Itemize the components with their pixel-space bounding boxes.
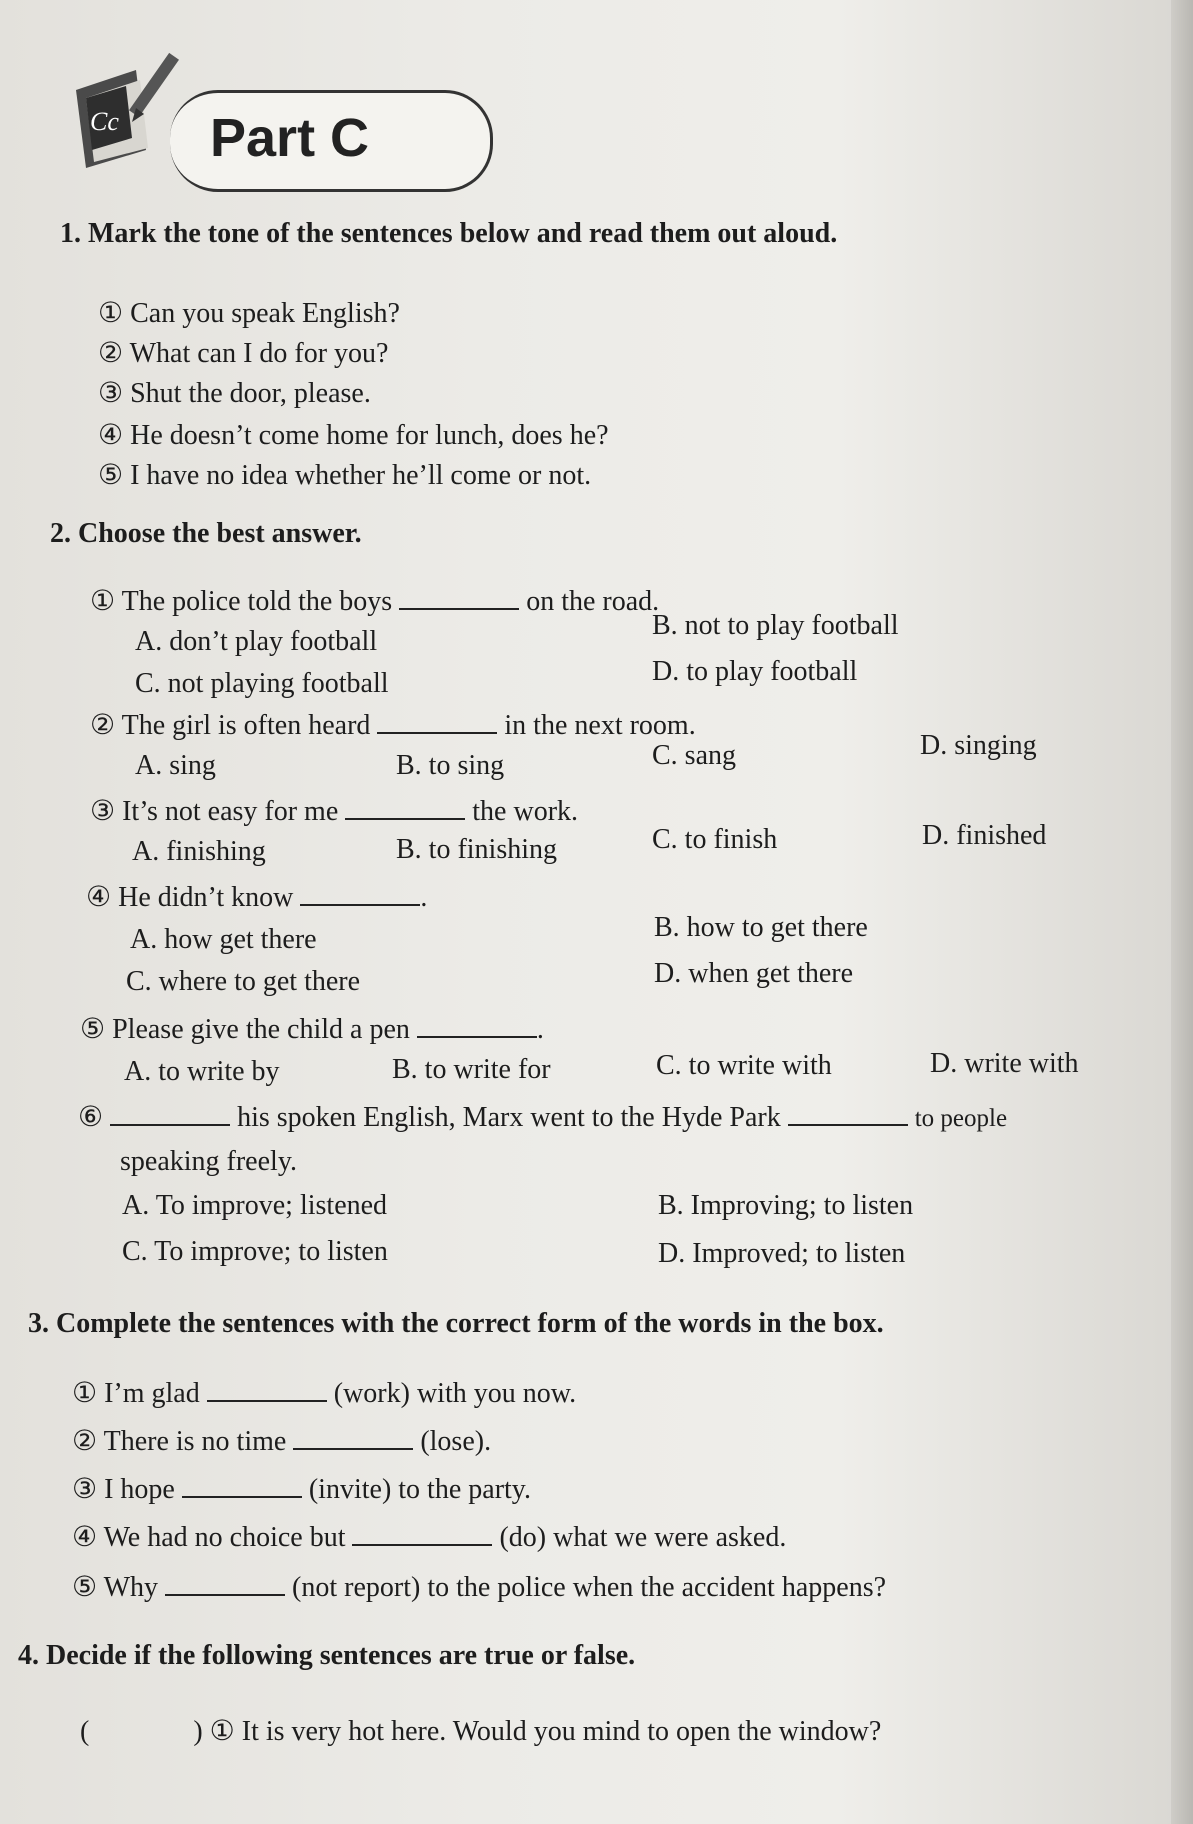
fill-stem: ① I’m glad: [72, 1378, 200, 1409]
option-c[interactable]: C. where to get there: [126, 966, 361, 997]
option-d[interactable]: D. Improved; to listen: [658, 1238, 906, 1269]
question-stem: ④ He didn’t know: [86, 882, 294, 913]
question-stem: ② The girl is often heard: [90, 710, 371, 741]
option-a[interactable]: A. how get there: [130, 924, 317, 955]
question-stem: his spoken English, Marx went to the Hyde Park: [237, 1102, 781, 1133]
section-1-item-1: ① Can you speak English?: [98, 298, 400, 329]
option-c[interactable]: C. not playing football: [135, 668, 389, 699]
section-1-item-5: ⑤ I have no idea whether he’ll come or not.: [98, 460, 592, 491]
question-stem-end: in the next room.: [504, 710, 696, 741]
option-d[interactable]: D. to play football: [652, 656, 858, 687]
answer-blank[interactable]: [300, 882, 420, 906]
option-d[interactable]: D. when get there: [654, 958, 854, 989]
question-stem-end: the work.: [472, 796, 579, 827]
true-false-statement: ① It is very hot here. Would you mind to open the window?: [209, 1716, 882, 1747]
question-stem-end: .: [536, 1014, 544, 1045]
question-stem: ⑤ Please give the child a pen: [80, 1014, 410, 1045]
answer-blank[interactable]: [377, 710, 497, 734]
section-1-item-2: ② What can I do for you?: [98, 338, 389, 369]
option-d[interactable]: D. singing: [920, 730, 1037, 761]
section-1-item-3: ③ Shut the door, please.: [98, 378, 371, 409]
answer-bracket-open[interactable]: (: [80, 1716, 90, 1747]
option-a[interactable]: A. to write by: [124, 1056, 280, 1087]
question-5: [80, 1012, 544, 1046]
fill-item-1: [72, 1376, 576, 1410]
option-a[interactable]: A. don’t play football: [135, 626, 378, 657]
option-b[interactable]: B. to write for: [392, 1054, 551, 1085]
fill-stem-end: (invite) to the party.: [308, 1474, 531, 1505]
fill-stem-end: (work) with you now.: [333, 1378, 577, 1409]
option-c[interactable]: C. to write with: [656, 1050, 832, 1081]
question-stem: ① The police told the boys: [90, 586, 393, 617]
section-3-heading: 3. Complete the sentences with the correct form of the words in the box.: [28, 1308, 884, 1339]
fill-stem: ④ We had no choice but: [72, 1522, 346, 1553]
option-c[interactable]: C. sang: [652, 740, 736, 771]
fill-item-4: [72, 1520, 786, 1554]
answer-bracket-close[interactable]: ): [193, 1716, 203, 1747]
option-a[interactable]: A. finishing: [132, 836, 266, 867]
section-1-heading: 1. Mark the tone of the sentences below and read them out aloud.: [60, 218, 838, 249]
question-3: [90, 794, 578, 828]
section-4-heading: 4. Decide if the following sentences are true or false.: [18, 1640, 636, 1671]
answer-blank[interactable]: [399, 586, 519, 610]
answer-blank[interactable]: [165, 1572, 285, 1596]
section-2-heading: 2. Choose the best answer.: [50, 518, 362, 549]
answer-blank[interactable]: [110, 1102, 230, 1126]
section-1-item-4: ④ He doesn’t come home for lunch, does he?: [98, 420, 609, 451]
true-false-item-1: [80, 1714, 881, 1748]
question-stem-end: .: [420, 882, 428, 913]
part-header: [60, 30, 440, 170]
fill-stem: ② There is no time: [72, 1426, 287, 1457]
option-b[interactable]: B. Improving; to listen: [658, 1190, 914, 1221]
option-d[interactable]: D. write with: [930, 1048, 1079, 1079]
question-stem-end: to people: [914, 1105, 1008, 1132]
fill-stem-end: (not report) to the police when the accident happens?: [292, 1572, 887, 1603]
option-b[interactable]: B. how to get there: [654, 912, 868, 943]
answer-blank[interactable]: [417, 1014, 537, 1038]
question-stem-end: on the road.: [526, 586, 660, 617]
answer-blank[interactable]: [788, 1102, 908, 1126]
option-b[interactable]: B. to finishing: [396, 834, 558, 865]
question-6: [78, 1100, 1007, 1134]
question-number: ⑥: [78, 1102, 104, 1133]
option-b[interactable]: B. not to play football: [652, 610, 899, 641]
answer-blank[interactable]: [207, 1378, 327, 1402]
option-a[interactable]: A. sing: [135, 750, 216, 781]
book-pencil-icon: [66, 50, 186, 170]
fill-item-5: [72, 1570, 886, 1604]
question-1: [90, 584, 659, 618]
question-2: [90, 708, 696, 742]
fill-stem: ③ I hope: [72, 1474, 175, 1505]
book-spine: [1171, 0, 1193, 1824]
answer-blank[interactable]: [182, 1474, 302, 1498]
question-6-continuation: speaking freely.: [120, 1146, 297, 1177]
fill-stem-end: (do) what we were asked.: [499, 1522, 787, 1553]
option-b[interactable]: B. to sing: [396, 750, 505, 781]
option-a[interactable]: A. To improve; listened: [122, 1190, 388, 1221]
fill-item-2: [72, 1424, 491, 1458]
part-title: Part C: [210, 108, 370, 168]
book-icon-label: Cc: [90, 107, 119, 136]
option-d[interactable]: D. finished: [922, 820, 1047, 851]
fill-stem-end: (lose).: [420, 1426, 492, 1457]
option-c[interactable]: C. To improve; to listen: [122, 1236, 388, 1267]
fill-stem: ⑤ Why: [72, 1572, 159, 1603]
answer-blank[interactable]: [352, 1522, 492, 1546]
answer-blank[interactable]: [293, 1426, 413, 1450]
answer-blank[interactable]: [345, 796, 465, 820]
question-4: [86, 880, 427, 914]
question-stem: ③ It’s not easy for me: [90, 796, 339, 827]
fill-item-3: [72, 1472, 531, 1506]
option-c[interactable]: C. to finish: [652, 824, 778, 855]
